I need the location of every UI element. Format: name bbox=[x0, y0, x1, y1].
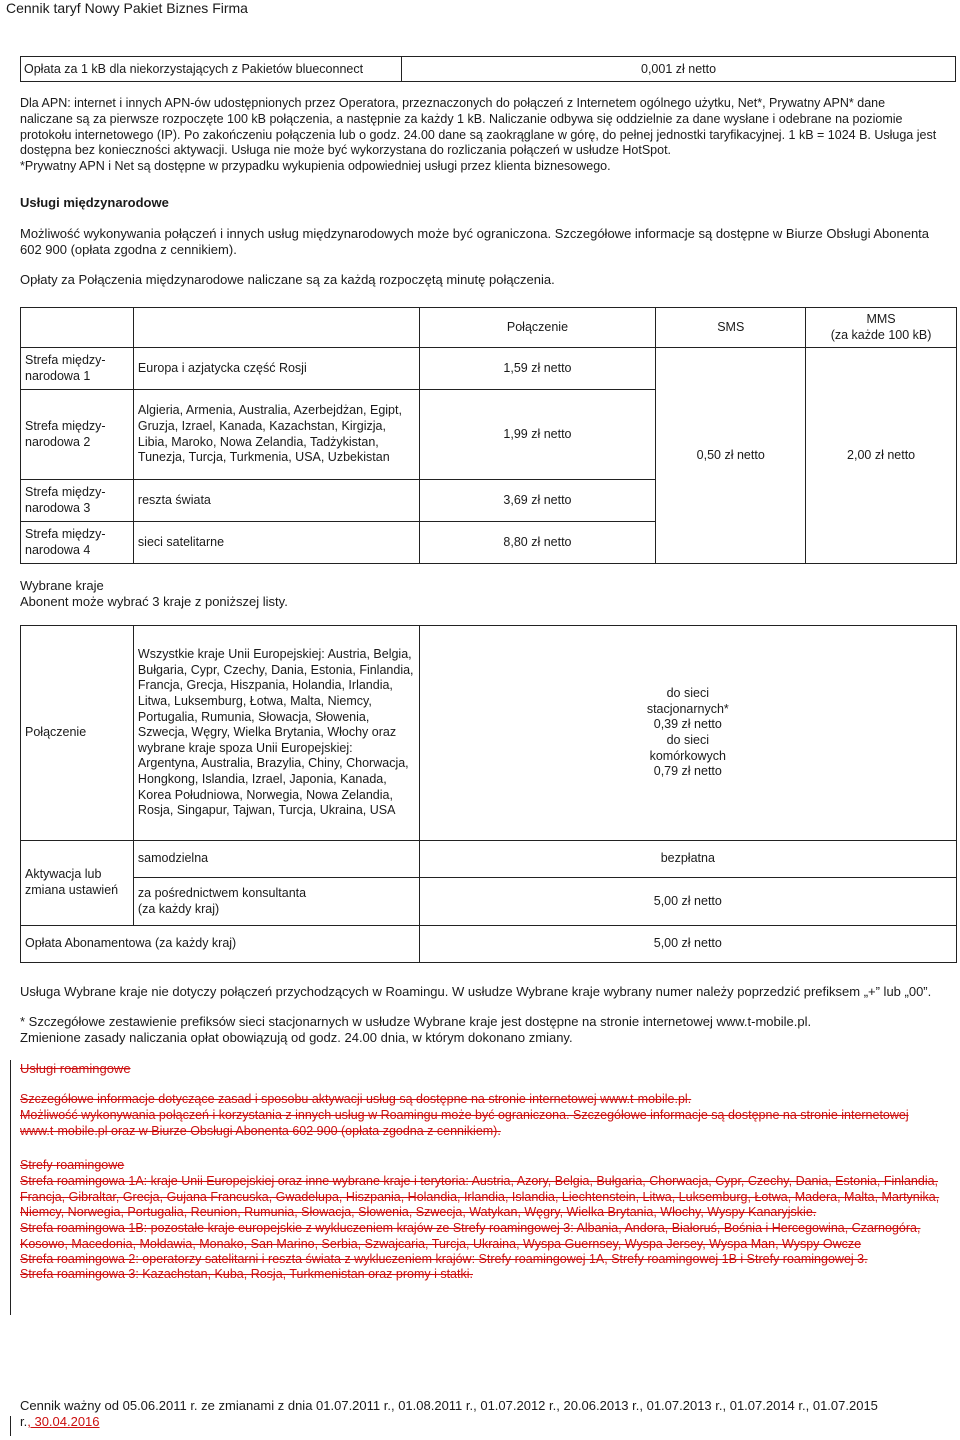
revision-margin-bar bbox=[10, 1416, 11, 1436]
roaming-info-2: Możliwość wykonywania połączeń i korzystania z innych usług w Roamingu może być ograniczona. Szczegółowe informacje są dostępne na stronie internetowej www.t-mobile.pl oraz w Biurze Obsługi Abonenta 602 900 (opłata zgodna z cennikiem). bbox=[20, 1108, 909, 1138]
header-mms bbox=[806, 308, 957, 348]
mms-price: 2,00 zł netto bbox=[806, 348, 957, 564]
zone-name: Strefa między- narodowa 4 bbox=[21, 522, 134, 564]
apn-description: Dla APN: internet i innych APN-ów udostępnionych przez Operatora, przeznaczonych do połączeń z Internetem ogólnego użytku, Net*, Prywatny APN* dane naliczane są za pierwsze rozpoczęte 100 kB połączenia, a następnie za każdy 1 kB. Naliczanie odbywa się oddzielnie za dane wysłane i odebrane na poziomie protokołu internetowego (IP). Po zakończeniu połączenia lub o godz. 24.00 dane są zaokrąglane w górę, do pełnej jednostki taryfikacyjnej. 1 kB = 1024 B. Usługa jest dostępna bez konieczności aktywacji. Usługa nie może być wykorzystana do rozliczania połączeń w usłudze HotSpot. bbox=[20, 96, 937, 158]
kb-fee-label: Opłata za 1 kB dla niekorzystających z Pakietów blueconnect bbox=[24, 62, 364, 76]
table-row bbox=[21, 626, 957, 841]
zone-name: Strefa między- narodowa 1 bbox=[21, 348, 134, 390]
header-sms: SMS bbox=[656, 308, 806, 348]
roaming-zone-2: Strefa roamingowa 2: operatorzy satelitarni i reszta świata z wykluczeniem krajów: Strefy roamingowej 1A, Strefy roamingowej 1B i Strefy roamingowej 3. bbox=[20, 1252, 868, 1266]
apn-paragraph bbox=[20, 96, 940, 175]
sms-price: 0,50 zł netto bbox=[656, 348, 806, 564]
call-label: Połączenie bbox=[21, 626, 134, 841]
roaming-zones-heading: Strefy roamingowe bbox=[20, 1158, 125, 1172]
selected-countries-table bbox=[20, 625, 957, 963]
intl-heading: Usługi międzynarodowe bbox=[20, 195, 169, 210]
cell-divider bbox=[401, 57, 402, 81]
selected-countries-list: Wszystkie kraje Unii Europejskiej: Austria, Belgia, Bułgaria, Cypr, Czechy, Dania, Estonia, Finlandia, Francja, Grecja, Hiszpania, Holandia, Irlandia, Litwa, Luksemburg, Łotwa, Malta, Niemcy, Portugalia, Rumunia, Słowacja, Słowenia, Szwecja, Węgry, Wielka Brytania, Włochy oraz wybrane kraje spoza Unii Europejskiej: Argentyna, Australia, Brazylia, Chiny, Chorwacja, Hongkong, Islandia, Izrael, Japonia, Kanada, Korea Południowa, Norwegia, Nowa Zelandia, Rosja, Singapur, Tajwan, Turcja, Ukraina, USA bbox=[133, 626, 419, 841]
table-row bbox=[21, 878, 957, 926]
zone-countries: sieci satelitarne bbox=[133, 522, 419, 564]
zone-name: Strefa między- narodowa 2 bbox=[21, 390, 134, 480]
prefix-note: * Szczegółowe zestawienie prefiksów sieci stacjonarnych w usłudze Wybrane kraje jest dostępne na stronie internetowej www.t-mobile.pl. bbox=[20, 1014, 812, 1029]
header-call: Połączenie bbox=[419, 308, 656, 348]
footer-line-2: r., 30.04.2016 bbox=[20, 1414, 100, 1429]
footer-validity bbox=[20, 1398, 920, 1430]
zones-table bbox=[20, 307, 957, 564]
page-header-title: Cennik taryf Nowy Pakiet Biznes Firma bbox=[6, 0, 248, 16]
selected-countries-title: Wybrane kraje bbox=[20, 578, 104, 593]
revision-margin-bar bbox=[10, 1060, 11, 1315]
zone-call-price: 3,69 zł netto bbox=[419, 480, 656, 522]
header-mms-unit: (za każde 100 kB) bbox=[830, 327, 932, 342]
intl-billing: Opłaty za Połączenia międzynarodowe naliczane są za każdą rozpoczętą minutę połączenia. bbox=[20, 272, 555, 287]
roaming-zone-3: Strefa roamingowa 3: Kazachstan, Kuba, Rosja, Turkmenistan oraz promy i statki. bbox=[20, 1267, 473, 1281]
footer-line-1: Cennik ważny od 05.06.2011 r. ze zmianami z dnia 01.07.2011 r., 01.08.2011 r., 01.07.2012 r., 20.06.2013 r., 01.07.2013 r., 01.07.2014 r., 01.07.2015 bbox=[20, 1398, 878, 1413]
table-row bbox=[21, 348, 957, 390]
table-row bbox=[21, 926, 957, 963]
change-note: Zmienione zasady naliczania opłat obowiązują od godz. 24.00 dnia, w którym dokonano zmiany. bbox=[20, 1030, 573, 1045]
self-service-price: bezpłatna bbox=[419, 841, 956, 878]
zone-countries: Algieria, Armenia, Australia, Azerbejdżan, Egipt, Gruzja, Izrael, Kanada, Kazachstan, Kirgizja, Libia, Maroko, Nowa Zelandia, Tadżykistan, Tunezja, Turcja, Turkmenia, USA, Uzbekistan bbox=[133, 390, 419, 480]
zone-call-price: 1,99 zł netto bbox=[419, 390, 656, 480]
zone-name: Strefa między- narodowa 3 bbox=[21, 480, 134, 522]
roaming-note: Usługa Wybrane kraje nie dotyczy połączeń przychodzących w Roamingu. W usłudze Wybrane kraje wybrany numer należy poprzedzić prefiksem „+” lub „00”. bbox=[20, 984, 932, 999]
consultant-price: 5,00 zł netto bbox=[419, 878, 956, 926]
table-row bbox=[21, 841, 957, 878]
roaming-zone-1b: Strefa roamingowa 1B: pozostałe kraje europejskie z wykluczeniem krajów ze Strefy roamingowej 3: Albania, Andora, Białoruś, Bośnia i Hercegowina, Czarnogóra, Kosowo, Macedonia, Mołdawia, Monako, San Marino, Serbia, Szwajcaria, Turcja, Ukraina, Wyspa Guernsey, Wyspa Jersey, Wyspa Man, Wyspy Owcze bbox=[20, 1221, 921, 1251]
roaming-heading: Usługi roamingowe bbox=[20, 1061, 131, 1076]
header-mms-title: MMS bbox=[866, 311, 896, 326]
footer-new-date: , 30.04.2016 bbox=[27, 1414, 100, 1429]
subscription-fee-label: Opłata Abonamentowa (za każdy kraj) bbox=[21, 926, 420, 963]
zone-countries: Europa i azjatycka część Rosji bbox=[133, 348, 419, 390]
consultant-option: za pośrednictwem konsultanta (za każdy kraj) bbox=[133, 878, 419, 926]
intl-info: Możliwość wykonywania połączeń i innych usług międzynarodowych może być ograniczona. Szczegółowe informacje są dostępne w Biurze Obsługi Abonenta 602 900 (opłata zgodna z cennikiem). bbox=[20, 226, 930, 257]
kb-fee-value: 0,001 zł netto bbox=[641, 62, 717, 76]
self-service-option: samodzielna bbox=[133, 841, 419, 878]
subscription-fee-price: 5,00 zł netto bbox=[419, 926, 956, 963]
roaming-info-1: Szczegółowe informacje dotyczące zasad i sposobu aktywacji usług są dostępne na stronie internetowej www.t-mobile.pl. bbox=[20, 1092, 692, 1106]
zone-call-price: 8,80 zł netto bbox=[419, 522, 656, 564]
zone-call-price: 1,59 zł netto bbox=[419, 348, 656, 390]
zones-header-row bbox=[21, 308, 957, 348]
zone-countries: reszta świata bbox=[133, 480, 419, 522]
roaming-zone-1a: Strefa roamingowa 1A: kraje Unii Europejskiej oraz inne wybrane kraje i terytoria: Austria, Azory, Belgia, Bułgaria, Chorwacja, Cypr, Czechy, Dania, Estonia, Finlandia, Francja, Gibraltar, Grecja, Gujana Francuska, Gwadelupa, Hiszpania, Holandia, Irlandia, Islandia, Liechtenstein, Litwa, Luksemburg, Łotwa, Madera, Malta, Martynika, Niemcy, Norwegia, Portugalia, Reunion, Rumunia, Słowacja, Słowenia, Szwecja, Watykan, Węgry, Wielka Brytania, Włochy, Wyspy Kanaryjskie. bbox=[20, 1174, 940, 1219]
activation-label: Aktywacja lub zmiana ustawień bbox=[21, 841, 134, 926]
apn-footnote: *Prywatny APN i Net są dostępne w przypadku wykupienia odpowiedniej usługi przez klienta biznesowego. bbox=[20, 159, 611, 174]
selected-call-prices: do sieci stacjonarnych* 0,39 zł netto do sieci komórkowych 0,79 zł netto bbox=[419, 626, 956, 841]
kb-fee-row bbox=[20, 56, 956, 82]
selected-countries-subtitle: Abonent może wybrać 3 kraje z poniższej listy. bbox=[20, 594, 288, 609]
